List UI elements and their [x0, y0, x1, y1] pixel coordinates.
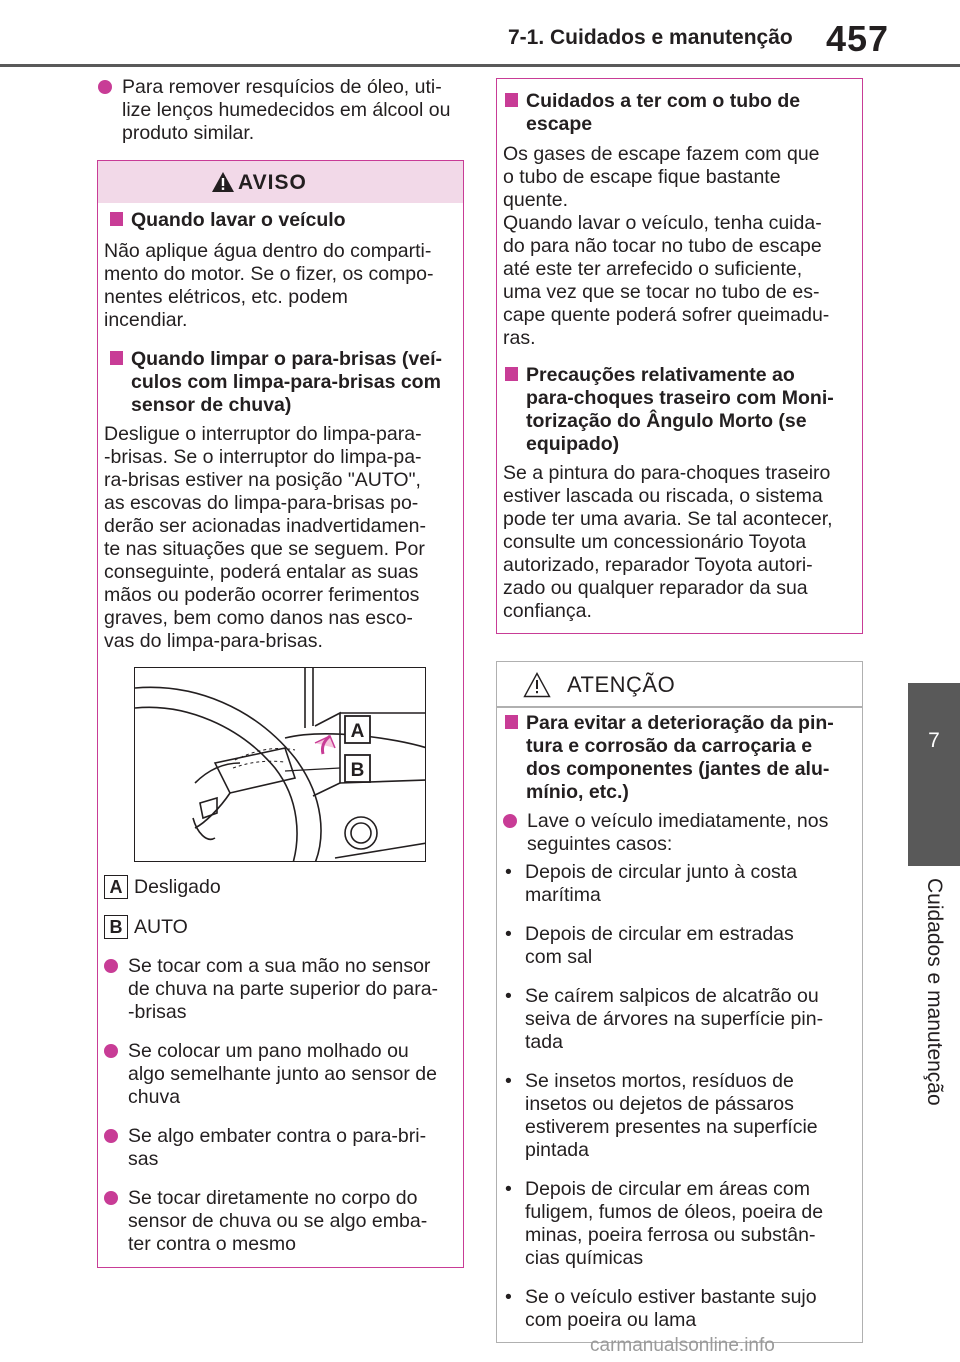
aviso-paragraph-2: Desligue o interruptor do limpa-para- -brisas. Se o interruptor do limpa-pa- ra-brisas estiver na posição "AUTO", as escovas do limpa-para-brisas po- derão ser acionadas inadvertidamen- te nas situações que se seguem. Por conseguinte, poderá entalar as suas mãos ou poderão ocorrer ferimentos graves, bem como danos nas esco- vas do limpa-para-brisas.: [104, 423, 426, 652]
aviso-heading-3: [505, 90, 855, 136]
bullet-dot: [104, 1129, 118, 1143]
list-item: [104, 955, 456, 1024]
bullet-dot: [98, 80, 112, 94]
aviso-title: AVISO: [238, 171, 307, 194]
list-item: [505, 861, 850, 907]
square-bullet: [110, 351, 123, 365]
list-item: [505, 923, 850, 969]
list-item-text: Depois de circular em estradas com sal: [525, 923, 794, 968]
intro-bullet-text: Para remover resquícios de óleo, uti- lize lenços humedecidos em álcool ou produto similar.: [122, 76, 451, 144]
list-item-text: Se insetos mortos, resíduos de insetos ou dejetos de pássaros estiverem presentes na superfície pintada: [525, 1070, 818, 1161]
list-item: [505, 985, 850, 1054]
figure-label-a: A: [350, 721, 365, 742]
list-marker: •: [505, 985, 512, 1007]
atencao-bullet: [503, 810, 855, 856]
bullet-dot: [104, 959, 118, 973]
legend-item-b: [104, 915, 188, 939]
legend-item-a: [104, 875, 221, 899]
chapter-title: Cuidados e manutenção: [923, 878, 946, 1106]
list-item: [505, 1286, 850, 1332]
bullet-dot: [104, 1044, 118, 1058]
square-bullet: [505, 367, 518, 381]
figure-label-b: B: [350, 760, 365, 781]
list-marker: •: [505, 923, 512, 945]
list-item: [104, 1125, 456, 1171]
list-item-text: Se caírem salpicos de alcatrão ou seiva de árvores na superfície pin- tada: [525, 985, 824, 1053]
legend-key-a: A: [104, 875, 128, 899]
list-item-text: Se tocar diretamente no corpo do sensor de chuva ou se algo emba- ter contra o mesmo: [128, 1187, 428, 1255]
bullet-dot: [104, 1191, 118, 1205]
intro-bullet: [98, 76, 468, 145]
wiper-switch-illustration: [134, 667, 426, 862]
header-rule: [0, 64, 960, 67]
atencao-divider: [497, 706, 862, 708]
aviso-paragraph-1: Não aplique água dentro do comparti- mento do motor. Se o fizer, os compo- nentes elétricos, etc. podem incendiar.: [104, 240, 434, 331]
aviso-heading-3-text: Cuidados a ter com o tubo de escape: [526, 90, 801, 135]
aviso-heading-1: [110, 209, 455, 232]
square-bullet: [110, 212, 123, 226]
square-bullet: [505, 715, 518, 729]
list-item: [104, 1187, 456, 1256]
list-item-text: Se algo embater contra o para-bri- sas: [128, 1125, 427, 1170]
aviso-heading-4-text: Precauções relativamente ao para-choques traseiro com Moni- torização do Ângulo Morto (se equipado): [526, 364, 834, 455]
aviso-paragraph-3: Os gases de escape fazem com que o tubo de escape fique bastante quente. Quando lavar o veículo, tenha cuida- do para não tocar no tubo de escape até este ter arrefecido o suficiente, uma vez que se tocar no tubo de es- cape quente poderá sofrer queimadu- ras.: [503, 143, 830, 349]
list-item-text: Depois de circular junto à costa marítima: [525, 861, 798, 906]
bullet-dot: [503, 814, 517, 828]
aviso-heading-1-text: Quando lavar o veículo: [131, 209, 346, 231]
aviso-paragraph-4: Se a pintura do para-choques traseiro estiver lascada ou riscada, o sistema pode ter uma avaria. Se tal acontecer, consulte um concessionário Toyota autorizado, reparador Toyota autori- zado ou qualquer reparador da sua confiança.: [503, 462, 833, 622]
warning-icon: [211, 171, 235, 193]
list-item-text: Se colocar um pano molhado ou algo semelhante junto ao sensor de chuva: [128, 1040, 437, 1108]
chapter-tab: [908, 683, 960, 866]
atencao-bullet-text: Lave o veículo imediatamente, nos seguintes casos:: [527, 810, 829, 855]
atencao-heading: [505, 712, 855, 804]
steering-column-drawing: [135, 668, 426, 862]
legend-key-b: B: [104, 915, 128, 939]
aviso-header: [98, 161, 463, 203]
list-item-text: Depois de circular em áreas com fuligem, fumos de óleos, poeira de minas, poeira ferrosa ou substân- cias químicas: [525, 1178, 824, 1269]
aviso-heading-2-text: Quando limpar o para-brisas (veí- culos com limpa-para-brisas com sensor de chuva): [131, 348, 442, 416]
list-item-text: Se o veículo estiver bastante sujo com poeira ou lama: [525, 1286, 817, 1331]
legend-text-a: Desligado: [134, 875, 221, 898]
list-item: [104, 1040, 456, 1109]
list-marker: •: [505, 861, 512, 883]
page-number: 457: [826, 18, 890, 59]
list-marker: •: [505, 1178, 512, 1200]
atencao-title: ATENÇÃO: [567, 672, 676, 697]
list-item: [505, 1070, 850, 1162]
aviso-heading-4: [505, 364, 855, 456]
atencao-heading-text: Para evitar a deterioração da pin- tura e corrosão da carroçaria e dos componentes (jantes de alu- mínio, etc.): [526, 712, 834, 803]
legend-text-b: AUTO: [134, 915, 188, 938]
list-item-text: Se tocar com a sua mão no sensor de chuva na parte superior do para- -brisas: [128, 955, 439, 1023]
square-bullet: [505, 93, 518, 107]
caution-icon: [523, 672, 551, 698]
list-item: [505, 1178, 850, 1270]
aviso-heading-2: [110, 348, 455, 417]
watermark: carmanualsonline.info: [590, 1335, 775, 1356]
list-marker: •: [505, 1070, 512, 1092]
list-marker: •: [505, 1286, 512, 1308]
section-title: 7-1. Cuidados e manutenção: [508, 26, 793, 49]
chapter-number: 7: [928, 729, 940, 752]
